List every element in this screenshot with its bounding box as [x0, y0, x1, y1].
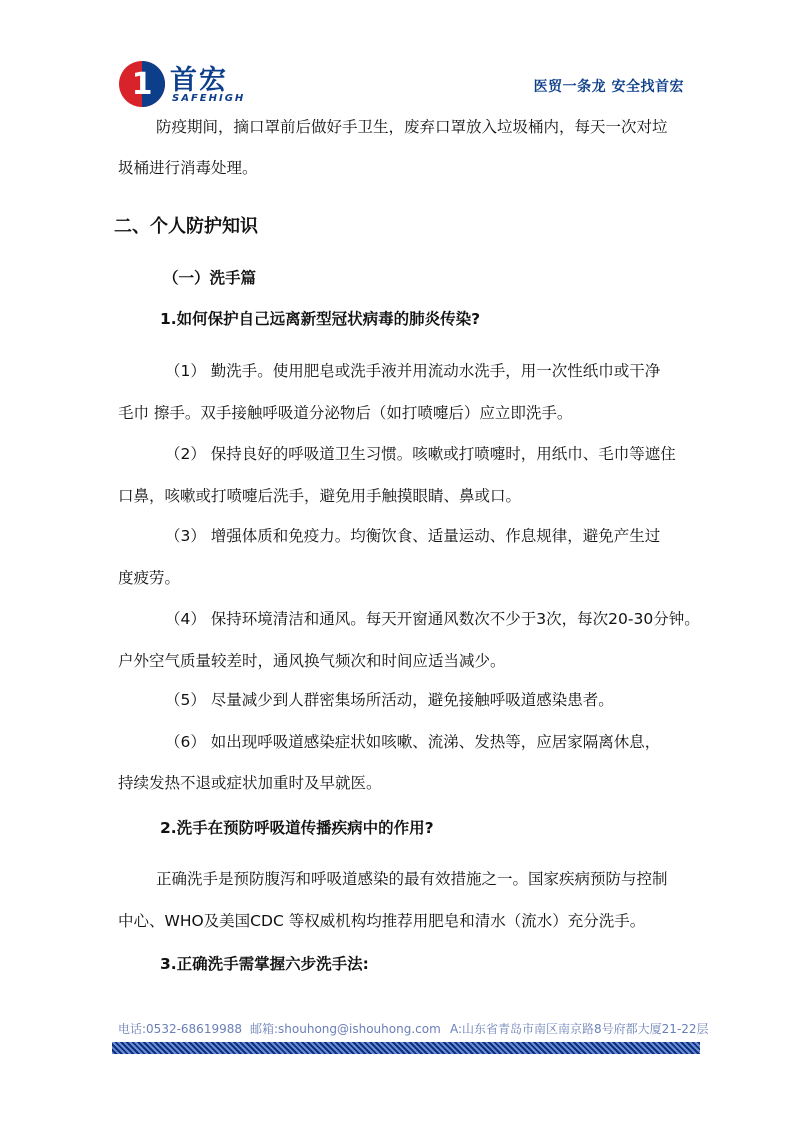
intro-line-2: 圾桶进行消毒处理。 [118, 159, 258, 177]
logo-numeral: 1 [131, 67, 153, 102]
question-2-title: 2.洗手在预防呼吸道传播疾病中的作用? [160, 819, 434, 837]
item-2-line-2: 口鼻，咳嗽或打喷嚏后洗手，避免用手触摸眼睛、鼻或口。 [118, 487, 522, 505]
footer-phone: 电话:0532-68619988 [118, 1022, 242, 1036]
q2-answer-line-1: 正确洗手是预防腹泻和呼吸道感染的最有效措施之一。国家疾病预防与控制 [156, 870, 668, 888]
item-4-line-2: 户外空气质量较差时，通风换气频次和时间应适当减少。 [118, 652, 506, 670]
item-4-line-1: （4） 保持环境清洁和通风。每天开窗通风数次不少于3次，每次20-30分钟。 [165, 610, 700, 628]
header-slogan: 医贸一条龙 安全找首宏 [533, 79, 684, 95]
item-1-line-2: 毛巾 擦手。双手接触呼吸道分泌物后（如打喷嚏后）应立即洗手。 [118, 404, 573, 422]
question-1-title: 1.如何保护自己远离新型冠状病毒的肺炎传染? [160, 310, 481, 328]
item-2-line-1: （2） 保持良好的呼吸道卫生习惯。咳嗽或打喷嚏时，用纸巾、毛巾等遮住 [165, 445, 676, 463]
logo-text-en: SAFEHIGH [172, 93, 246, 104]
footer-address: A:山东省青岛市南区南京路8号府都大厦21-22层 [450, 1022, 709, 1036]
item-6-line-1: （6） 如出现呼吸道感染症状如咳嗽、流涕、发热等，应居家隔离休息， [165, 733, 661, 751]
item-3-line-2: 度疲劳。 [118, 569, 181, 587]
logo-text-cn: 首宏 [170, 65, 228, 96]
item-5-line-1: （5） 尽量减少到人群密集场所活动，避免接触呼吸道感染患者。 [165, 691, 614, 709]
intro-line-1: 防疫期间，摘口罩前后做好手卫生，废弃口罩放入垃圾桶内，每天一次对垃 [156, 118, 668, 136]
page-header [118, 58, 684, 110]
logo-mark-icon [118, 60, 166, 108]
subsection-title: （一）洗手篇 [163, 269, 257, 287]
footer-decorative-bar [112, 1042, 700, 1054]
item-1-line-1: （1） 勤洗手。使用肥皂或洗手液并用流动水洗手，用一次性纸巾或干净 [165, 362, 661, 380]
q2-answer-line-2: 中心、WHO及美国CDC 等权威机构均推荐用肥皂和清水（流水）充分洗手。 [118, 912, 646, 930]
footer-email: 邮箱:shouhong@ishouhong.com [250, 1022, 441, 1036]
item-6-line-2: 持续发热不退或症状加重时及早就医。 [118, 774, 382, 792]
question-3-title: 3.正确洗手需掌握六步洗手法: [160, 955, 369, 973]
item-3-line-1: （3） 增强体质和免疫力。均衡饮食、适量运动、作息规律，避免产生过 [165, 527, 661, 545]
section-title: 二、个人防护知识 [114, 216, 258, 237]
